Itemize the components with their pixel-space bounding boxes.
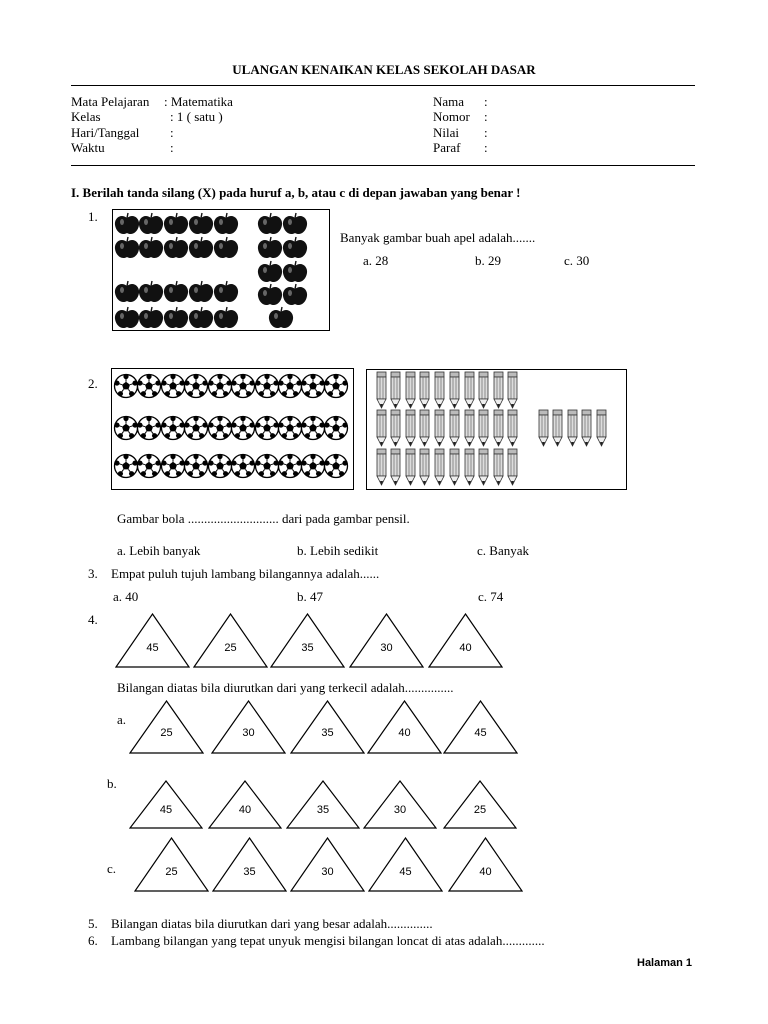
apple-icon xyxy=(269,307,293,328)
apple-icon xyxy=(258,237,282,258)
q5-text: Bilangan diatas bila diurutkan dari yang besar adalah.............. xyxy=(111,916,433,931)
apple-icon xyxy=(214,307,238,328)
q4-option-c-triangle xyxy=(368,837,443,892)
soccer-ball-icon xyxy=(231,374,254,398)
apple-icon xyxy=(139,281,163,302)
q4-option-a-triangle xyxy=(443,700,518,754)
pencil-icon xyxy=(539,410,548,446)
page-title: ULANGAN KENAIKAN KELAS SEKOLAH DASAR xyxy=(232,62,536,77)
apple-icon xyxy=(258,261,282,282)
field-label-paraf: Paraf xyxy=(433,140,461,155)
pencil-icon xyxy=(391,372,400,408)
apple-icon xyxy=(115,213,139,234)
q4-option-c-triangle xyxy=(212,837,287,892)
q4-option-b-number-label: 45 xyxy=(159,804,173,816)
soccer-ball-icon xyxy=(255,454,278,478)
soccer-ball-icon xyxy=(255,374,278,398)
soccer-ball-icon xyxy=(137,374,160,398)
pencil-grid xyxy=(367,370,625,488)
soccer-ball-icon xyxy=(324,374,347,398)
pencil-icon xyxy=(494,372,503,408)
apple-icon xyxy=(139,307,163,328)
soccer-ball-icon xyxy=(231,416,254,440)
apple-icon xyxy=(214,281,238,302)
q2-ball-box xyxy=(111,368,354,490)
q5-number: 5. xyxy=(88,916,98,931)
q4-triangle xyxy=(428,613,503,668)
field-value-nomor: : xyxy=(484,109,488,124)
apple-icon xyxy=(283,261,307,282)
q4-option-a-number-label: 30 xyxy=(242,727,255,739)
q4-number-label: 45 xyxy=(146,642,159,654)
apple-icon xyxy=(283,284,307,305)
q4-option-a-number-label: 40 xyxy=(398,727,411,739)
q4-number-label: 40 xyxy=(459,642,472,654)
soccer-ball-icon xyxy=(184,416,207,440)
field-value-mata-pelajaran: : Matematika xyxy=(164,94,233,109)
apple-icon xyxy=(164,213,188,234)
q4-option-c-triangle xyxy=(290,837,365,892)
field-label-nilai: Nilai xyxy=(433,125,459,140)
pencil-icon xyxy=(391,410,400,446)
pencil-icon xyxy=(479,410,488,446)
pencil-icon xyxy=(479,449,488,485)
q4-option-c-number-label: 45 xyxy=(399,866,412,878)
soccer-ball-icon xyxy=(137,454,160,478)
q4-option-a-triangle xyxy=(290,700,365,754)
q2-option-b: b. Lebih sedikit xyxy=(297,543,379,558)
q4-option-a-triangle xyxy=(211,700,286,754)
q1-number: 1. xyxy=(88,209,98,224)
pencil-icon xyxy=(508,372,517,408)
q4-option-b-number-label: 30 xyxy=(393,804,407,816)
q4-option-a-triangle xyxy=(367,700,442,754)
pencil-icon xyxy=(391,449,400,485)
q1-option-b: b. 29 xyxy=(475,253,501,268)
pencil-icon xyxy=(568,410,577,446)
page-number: Halaman 1 xyxy=(637,957,693,969)
q4-triangle xyxy=(115,613,190,668)
pencil-icon xyxy=(377,372,386,408)
q3-option-c: c. 74 xyxy=(478,589,504,604)
pencil-icon xyxy=(406,372,415,408)
pencil-icon xyxy=(597,410,606,446)
field-value-nilai: : xyxy=(484,125,488,140)
apple-icon xyxy=(189,213,213,234)
q4-option-b-triangle xyxy=(129,780,203,829)
pencil-icon xyxy=(582,410,591,446)
soccer-ball-icon xyxy=(324,454,347,478)
apple-picture-grid xyxy=(113,210,328,329)
q4-option-c-number-label: 30 xyxy=(321,866,334,878)
q6-number: 6. xyxy=(88,933,98,948)
apple-icon xyxy=(258,284,282,305)
q4-triangle xyxy=(349,613,424,668)
soccer-ball-icon xyxy=(114,454,137,478)
pencil-icon xyxy=(450,410,459,446)
field-label-nama: Nama xyxy=(433,94,465,109)
q4-option-b-number-label: 25 xyxy=(473,804,487,816)
q4-text: Bilangan diatas bila diurutkan dari yang terkecil adalah............... xyxy=(117,680,454,695)
field-label-nomor: Nomor xyxy=(433,109,470,124)
q4-triangle xyxy=(193,613,268,668)
apple-icon xyxy=(189,307,213,328)
q4-option-b-number-label: 35 xyxy=(316,804,330,816)
apple-icon xyxy=(139,213,163,234)
apple-icon xyxy=(164,237,188,258)
q2-text: Gambar bola ............................ dari pada gambar pensil. xyxy=(117,511,410,526)
q2-option-a: a. Lebih banyak xyxy=(117,543,201,558)
soccer-ball-icon xyxy=(278,454,301,478)
q4-option-a-label: a. xyxy=(117,712,127,727)
apple-icon xyxy=(115,281,139,302)
pencil-icon xyxy=(494,449,503,485)
pencil-icon xyxy=(465,372,474,408)
apple-icon xyxy=(283,213,307,234)
q4-option-a-number-label: 25 xyxy=(160,727,173,739)
pencil-icon xyxy=(377,410,386,446)
soccer-ball-icon xyxy=(255,416,278,440)
q4-triangle xyxy=(270,613,345,668)
q4-option-c-label: c. xyxy=(107,861,117,876)
apple-icon xyxy=(214,213,238,234)
section-heading: I. Berilah tanda silang (X) pada huruf a, b, atau c di depan jawaban yang benar ! xyxy=(71,185,521,200)
soccer-ball-icon xyxy=(114,416,137,440)
apple-icon xyxy=(283,237,307,258)
q1-text: Banyak gambar buah apel adalah....... xyxy=(340,230,536,245)
field-value-nama: : xyxy=(484,94,488,109)
soccer-ball-icon xyxy=(208,454,231,478)
q4-option-c-number-label: 25 xyxy=(165,866,178,878)
field-value-hari-tanggal: : xyxy=(170,125,174,140)
pencil-icon xyxy=(420,410,429,446)
soccer-ball-icon xyxy=(301,454,324,478)
pencil-icon xyxy=(450,372,459,408)
pencil-icon xyxy=(406,449,415,485)
soccer-ball-icon xyxy=(301,416,324,440)
field-value-paraf: : xyxy=(484,140,488,155)
field-label-mata-pelajaran: Mata Pelajaran xyxy=(71,94,150,109)
soccer-ball-icon xyxy=(137,416,160,440)
header-top-rule xyxy=(71,85,695,86)
q4-option-a-number-label: 35 xyxy=(321,727,334,739)
soccer-ball-icon xyxy=(208,416,231,440)
pencil-icon xyxy=(435,410,444,446)
pencil-icon xyxy=(479,372,488,408)
soccer-ball-icon xyxy=(161,454,184,478)
soccer-ball-icon xyxy=(161,416,184,440)
q4-option-a-triangle xyxy=(129,700,204,754)
apple-icon xyxy=(115,307,139,328)
q2-option-c: c. Banyak xyxy=(477,543,529,558)
soccer-ball-icon xyxy=(184,454,207,478)
q4-option-c-number-label: 35 xyxy=(243,866,256,878)
field-label-hari-tanggal: Hari/Tanggal xyxy=(71,125,140,140)
q4-number-label: 25 xyxy=(224,642,237,654)
apple-icon xyxy=(258,213,282,234)
soccer-ball-grid xyxy=(112,369,352,488)
apple-icon xyxy=(189,281,213,302)
apple-icon xyxy=(139,237,163,258)
header-bottom-rule xyxy=(71,165,695,166)
q4-option-b-triangle xyxy=(363,780,437,829)
q2-number: 2. xyxy=(88,376,98,391)
pencil-icon xyxy=(553,410,562,446)
pencil-icon xyxy=(508,449,517,485)
q1-apple-box xyxy=(112,209,330,331)
q4-option-c-triangle xyxy=(448,837,523,892)
field-label-waktu: Waktu xyxy=(71,140,105,155)
pencil-icon xyxy=(450,449,459,485)
field-value-kelas: : 1 ( satu ) xyxy=(170,109,223,124)
apple-icon xyxy=(189,237,213,258)
q4-option-a-number-label: 45 xyxy=(474,727,487,739)
q4-option-c-number-label: 40 xyxy=(479,866,492,878)
pencil-icon xyxy=(420,372,429,408)
soccer-ball-icon xyxy=(231,454,254,478)
q4-number-label: 30 xyxy=(380,642,393,654)
soccer-ball-icon xyxy=(278,416,301,440)
pencil-icon xyxy=(420,449,429,485)
q4-option-b-number-label: 40 xyxy=(238,804,252,816)
q6-text: Lambang bilangan yang tepat unyuk mengisi bilangan loncat di atas adalah............. xyxy=(111,933,545,948)
q4-option-b-triangle xyxy=(286,780,360,829)
q3-option-a: a. 40 xyxy=(113,589,139,604)
pencil-icon xyxy=(435,449,444,485)
soccer-ball-icon xyxy=(301,374,324,398)
pencil-icon xyxy=(435,372,444,408)
field-label-kelas: Kelas xyxy=(71,109,101,124)
q1-option-c: c. 30 xyxy=(564,253,590,268)
soccer-ball-icon xyxy=(278,374,301,398)
q4-option-b-triangle xyxy=(208,780,282,829)
pencil-icon xyxy=(406,410,415,446)
q4-option-b-label: b. xyxy=(107,776,117,791)
soccer-ball-icon xyxy=(161,374,184,398)
soccer-ball-icon xyxy=(208,374,231,398)
q1-option-a: a. 28 xyxy=(363,253,389,268)
q4-number-label: 35 xyxy=(301,642,314,654)
apple-icon xyxy=(115,237,139,258)
q4-option-b-triangle xyxy=(443,780,517,829)
apple-icon xyxy=(164,281,188,302)
pencil-icon xyxy=(465,449,474,485)
q3-text: Empat puluh tujuh lambang bilangannya adalah...... xyxy=(111,566,380,581)
pencil-icon xyxy=(508,410,517,446)
q2-pencil-box xyxy=(366,369,627,490)
soccer-ball-icon xyxy=(114,374,137,398)
q3-number: 3. xyxy=(88,566,98,581)
pencil-icon xyxy=(377,449,386,485)
apple-icon xyxy=(164,307,188,328)
soccer-ball-icon xyxy=(324,416,347,440)
q3-option-b: b. 47 xyxy=(297,589,323,604)
pencil-icon xyxy=(465,410,474,446)
apple-icon xyxy=(214,237,238,258)
soccer-ball-icon xyxy=(184,374,207,398)
q4-option-c-triangle xyxy=(134,837,209,892)
q4-number: 4. xyxy=(88,612,98,627)
field-value-waktu: : xyxy=(170,140,174,155)
pencil-icon xyxy=(494,410,503,446)
